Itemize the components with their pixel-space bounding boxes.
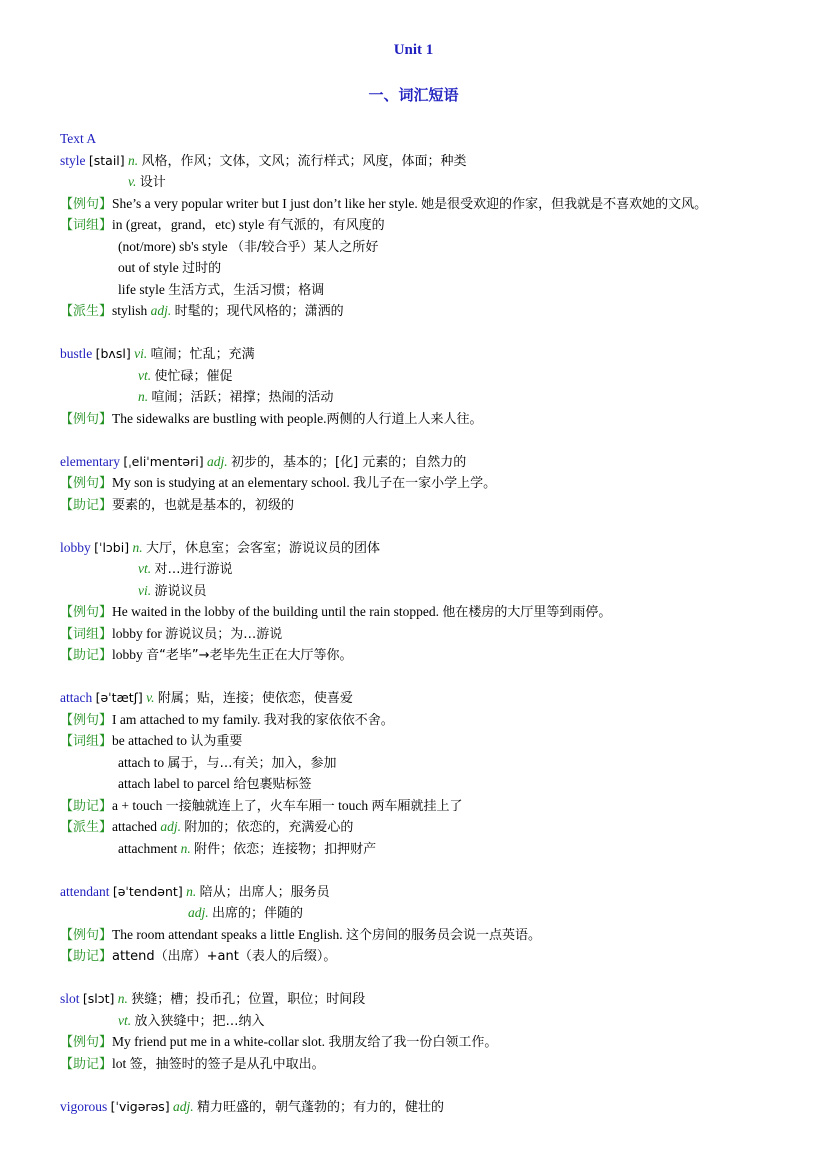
mnemonic-tag: 【助记】 — [60, 949, 113, 964]
sense-line — [60, 365, 820, 387]
phrase-en: lobby for — [112, 625, 162, 641]
example-tag: 【例句】 — [60, 1035, 113, 1050]
mnemonic-tag: 【助记】 — [60, 497, 113, 513]
phrase-en: in (great，grand，etc) style — [112, 217, 265, 232]
sense-line — [60, 558, 820, 580]
phrase-cn: 认为重要 — [190, 734, 243, 749]
example-line — [60, 408, 820, 430]
mnemonic-text: 音“老毕”→老毕先生正在大厅等你。 — [146, 648, 353, 663]
headword: elementary — [60, 453, 120, 469]
definition: 陪从；出席人；服务员 — [199, 884, 330, 900]
part-of-speech: vt. — [118, 1012, 132, 1028]
sense-line — [60, 902, 820, 924]
phrase-line — [60, 752, 820, 774]
example-line — [60, 472, 820, 494]
phrase-line — [60, 773, 820, 795]
definition: 狭缝；槽；投币孔；位置，职位；时间段 — [131, 992, 366, 1007]
phrase-cn: 属于，与…有关；加入，参加 — [167, 755, 337, 771]
example-tag: 【例句】 — [60, 927, 113, 943]
phrase-line — [60, 279, 820, 301]
phonetic: [əˈtendənt] — [112, 883, 183, 899]
example-tag: 【例句】 — [60, 411, 113, 427]
example-cn: 我朋友给了我一份白领工作。 — [328, 1035, 498, 1050]
headword: vigorous — [60, 1098, 108, 1114]
part-of-speech: adj. — [150, 303, 172, 318]
part-of-speech: n. — [117, 991, 128, 1006]
mnemonic-tag: 【助记】 — [60, 648, 113, 663]
example-cn: 我对我的家依依不舍。 — [263, 712, 394, 728]
headword: slot — [60, 991, 80, 1006]
example-tag: 【例句】 — [60, 712, 113, 728]
phrase-cn: 游说议员；为…游说 — [165, 626, 283, 642]
entry-attach — [60, 687, 820, 709]
derivative-line — [60, 816, 820, 838]
part-of-speech: adj. — [188, 905, 209, 920]
part-of-speech: adj. — [206, 453, 228, 469]
example-en: The room attendant speaks a little English. — [112, 926, 343, 942]
example-line — [60, 709, 820, 731]
part-of-speech: vt. — [138, 367, 152, 383]
sense-line — [60, 386, 820, 408]
phrase-cn: 过时的 — [182, 261, 222, 276]
phrase-en: out of style — [118, 260, 179, 275]
example-cn: 这个房间的服务员会说一点英语。 — [345, 927, 541, 943]
part-of-speech: n. — [132, 539, 143, 555]
phrase-en: attach to — [118, 754, 165, 770]
part-of-speech: vi. — [134, 346, 148, 361]
part-of-speech: vt. — [138, 561, 152, 576]
mnemonic-text: 两车厢就挂上了 — [371, 798, 463, 814]
derivative-tag: 【派生】 — [60, 820, 113, 835]
phrase-line — [60, 623, 820, 645]
entry-lobby — [60, 537, 820, 559]
example-cn: 两侧的人行道上人来人往。 — [326, 411, 483, 427]
phrase-en: be attached to — [112, 733, 187, 748]
mnemonic-tag: 【助记】 — [60, 1056, 113, 1072]
part-of-speech: v. — [128, 174, 137, 189]
example-cn: 他在楼房的大厅里等到雨停。 — [442, 605, 612, 620]
mnemonic-tag: 【助记】 — [60, 798, 113, 814]
part-of-speech: n. — [138, 389, 149, 404]
definition: 大厅，休息室；会客室；游说议员的团体 — [145, 540, 380, 556]
definition: 初步的，基本的；[化] 元素的；自然力的 — [231, 454, 467, 470]
text-label: Text A — [60, 131, 97, 146]
mnemonic-text: 一接触就连上了，火车车厢一 — [165, 798, 335, 814]
phrase-line — [60, 730, 820, 752]
entry-style — [60, 150, 820, 172]
example-en: My friend put me in a white-collar slot. — [112, 1034, 325, 1049]
example-en: The sidewalks are bustling with people. — [112, 410, 327, 426]
mnemonic-text: 要素的，也就是基本的，初级的 — [112, 497, 295, 513]
vocabulary-list — [60, 128, 820, 1117]
part-of-speech: n. — [180, 840, 191, 856]
definition: 对…进行游说 — [154, 562, 233, 577]
headword: attach — [60, 690, 93, 705]
example-en: I am attached to my family. — [112, 711, 261, 727]
example-line — [60, 193, 820, 215]
mnemonic-line — [60, 945, 820, 967]
mnemonic-line — [60, 1053, 820, 1075]
headword: lobby — [60, 539, 91, 555]
phonetic: [slɔt] — [82, 991, 115, 1006]
mnemonic-text: attend（出席）+ant（表人的后缀）。 — [112, 949, 337, 964]
mnemonic-en: lot — [112, 1055, 127, 1071]
definition: 精力旺盛的，朝气蓬勃的；有力的，健壮的 — [197, 1099, 445, 1115]
mnemonic-line — [60, 494, 820, 516]
example-en: He waited in the lobby of the building until the rain stopped. — [112, 604, 439, 619]
sense-line — [60, 580, 820, 602]
part-of-speech: adj. — [160, 819, 182, 834]
phonetic: [ˌeliˈmentəri] — [123, 453, 204, 469]
definition: 喧闹；活跃；裙撑；热闹的活动 — [151, 390, 334, 405]
sense-line — [60, 171, 820, 193]
definition: 附件；依恋；连接物；扣押财产 — [194, 841, 377, 857]
derivative-line — [60, 300, 820, 322]
definition: 附加的；依恋的，充满爱心的 — [184, 820, 354, 835]
example-tag: 【例句】 — [60, 605, 113, 620]
part-of-speech: n. — [128, 152, 139, 168]
definition: 游说议员 — [154, 583, 207, 599]
phrase-en: (not/more) sb's style — [118, 238, 228, 254]
example-line — [60, 601, 820, 623]
definition: 时髦的；现代风格的；潇洒的 — [174, 304, 344, 319]
phrase-en: life style — [118, 281, 165, 297]
definition: 附属；贴，连接；使依恋，使喜爱 — [157, 691, 353, 706]
entry-vigorous — [60, 1096, 820, 1118]
example-tag: 【例句】 — [60, 196, 113, 212]
phonetic: [əˈtætʃ] — [95, 690, 143, 705]
phonetic: [ˈvigərəs] — [110, 1098, 170, 1114]
part-of-speech: v. — [146, 690, 155, 705]
headword: bustle — [60, 346, 93, 361]
sense-line — [60, 1010, 820, 1032]
entry-bustle — [60, 343, 820, 365]
part-of-speech: adj. — [173, 1098, 194, 1114]
phrase-tag: 【词组】 — [60, 734, 113, 749]
phrase-cn: 生活方式，生活习惯；格调 — [168, 282, 325, 298]
example-en: My son is studying at an elementary school. — [112, 475, 350, 490]
derivative-tag: 【派生】 — [60, 304, 113, 319]
derivative-word: attachment — [118, 840, 178, 856]
example-line — [60, 1031, 820, 1053]
section-title: 一、词汇短语 — [368, 86, 459, 104]
mnemonic-line — [60, 644, 820, 666]
derivative-word: attached — [112, 819, 157, 834]
phonetic: [stail] — [88, 152, 125, 168]
mnemonic-en: a + touch — [112, 797, 163, 813]
mnemonic-line — [60, 795, 820, 817]
mnemonic-text: 签，抽签时的签子是从孔中取出。 — [129, 1056, 325, 1072]
headword: attendant — [60, 883, 110, 899]
definition: 喧闹；忙乱；充满 — [150, 347, 255, 362]
headword: style — [60, 152, 86, 168]
mnemonic-en: touch — [338, 797, 369, 813]
phrase-cn: 有气派的，有风度的 — [267, 218, 385, 233]
mnemonic-en: lobby — [112, 647, 143, 662]
entry-attendant — [60, 881, 820, 903]
definition: 风格，作风；文体，文风；流行样式；风度，体面；种类 — [141, 153, 467, 169]
phonetic: [ˈlɔbi] — [94, 539, 130, 555]
phrase-cn: （非/较合乎）某人之所好 — [231, 239, 379, 255]
part-of-speech: n. — [186, 883, 197, 899]
definition: 设计 — [139, 175, 166, 190]
phrase-line — [60, 236, 820, 258]
phrase-line — [60, 257, 820, 279]
phrase-en: attach label to parcel — [118, 776, 231, 791]
entry-elementary — [60, 451, 820, 473]
phrase-tag: 【词组】 — [60, 218, 113, 233]
example-en: She’s a very popular writer but I just don’t like her style. — [112, 195, 418, 211]
phrase-line — [60, 214, 820, 236]
definition: 使忙碌；催促 — [154, 368, 233, 384]
example-cn: 她是很受欢迎的作家，但我就是不喜欢她的文风。 — [421, 196, 708, 212]
example-cn: 我儿子在一家小学上学。 — [353, 476, 497, 491]
entry-slot — [60, 988, 820, 1010]
part-of-speech: vi. — [138, 582, 152, 598]
derivative-word: stylish — [112, 303, 148, 318]
phrase-tag: 【词组】 — [60, 626, 113, 642]
derivative-line — [60, 838, 820, 860]
phrase-cn: 给包裹贴标签 — [233, 777, 312, 792]
phonetic: [bʌsl] — [95, 346, 131, 361]
unit-title: Unit 1 — [393, 42, 434, 58]
example-tag: 【例句】 — [60, 476, 113, 491]
example-line — [60, 924, 820, 946]
definition: 放入狭缝中；把…纳入 — [134, 1013, 265, 1029]
definition: 出席的；伴随的 — [212, 906, 304, 921]
